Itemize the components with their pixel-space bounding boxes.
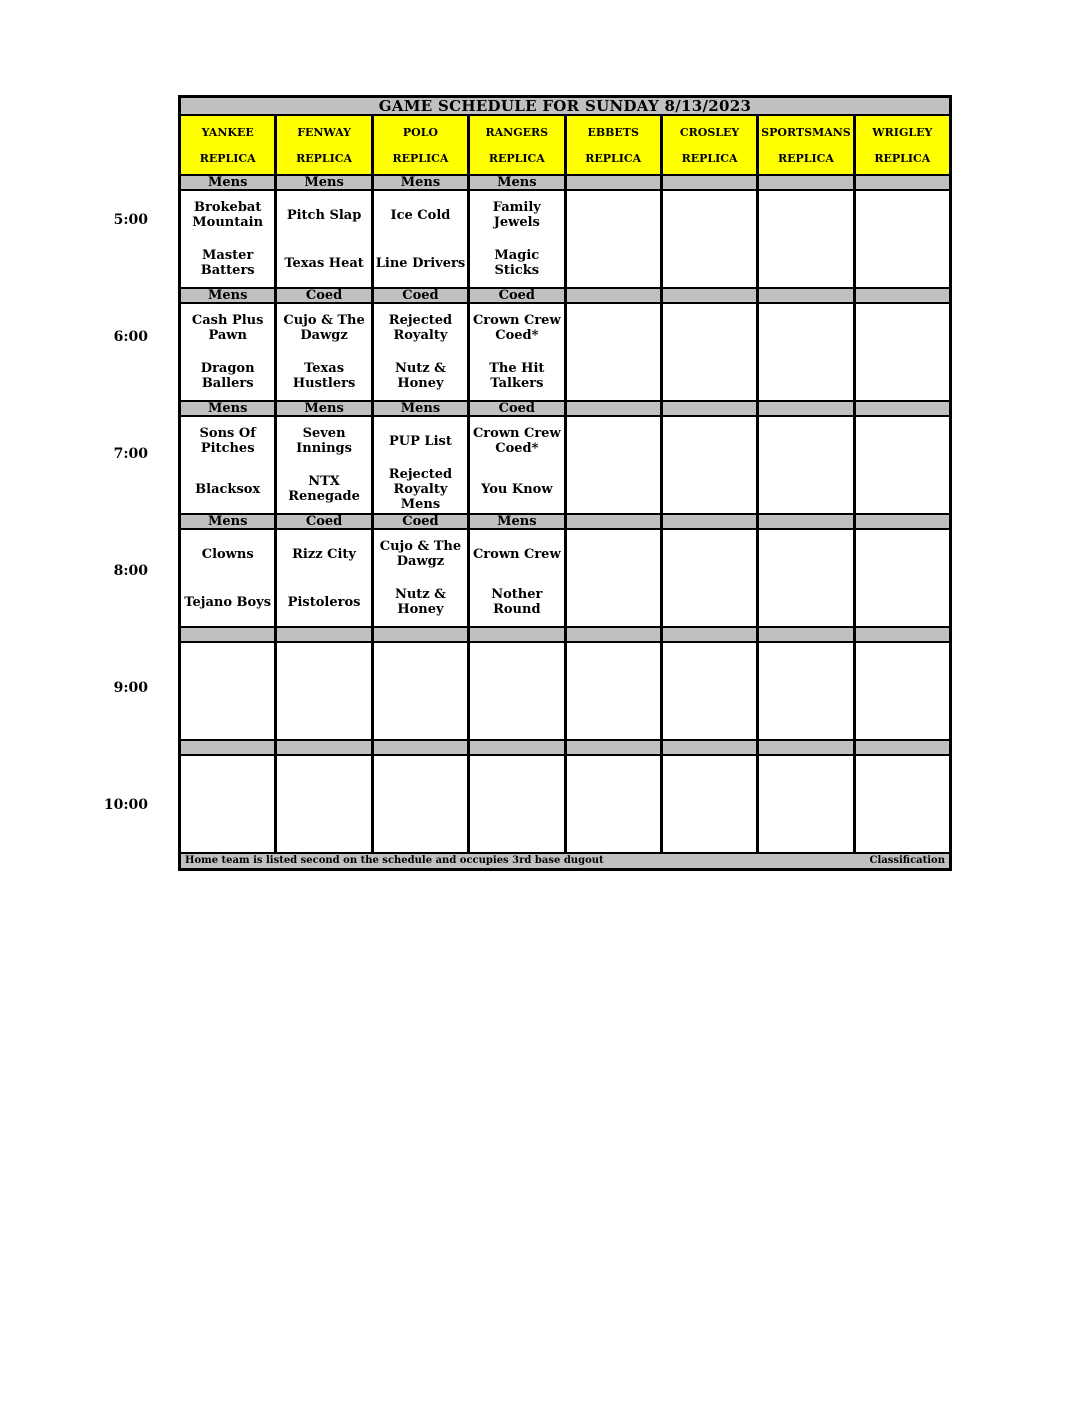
away-team-name [181,756,274,804]
game-cell [469,529,565,627]
classification-cell: Mens [180,288,276,303]
game-cell [372,529,468,627]
away-team-name [759,756,852,804]
field-header-polo [372,115,468,175]
home-team-name: Nutz & Honey [394,361,446,391]
home-team-name [567,578,660,626]
game-cell [854,416,950,514]
field-subname: REPLICA [199,151,256,165]
classification-cell [758,627,854,642]
home-team-name [277,691,370,739]
away-team-name: Rejected Royalty [388,313,453,343]
game-cell [180,190,276,288]
game-cell [854,529,950,627]
away-team-name [277,756,370,804]
game-cell [276,529,372,627]
footer-note: Home team is listed second on the schedule and occupies 3rd base dugout [185,855,604,866]
game-cell [565,755,661,853]
classification-cell [758,175,854,190]
away-team-name [856,530,949,578]
field-name: EBBETS [587,125,639,139]
classification-cell [661,401,757,416]
home-team-name: Rejected Royalty Mens [388,466,453,512]
away-team-name [759,304,852,352]
home-team-name: Pistoleros [287,594,361,610]
home-team-name: Line Drivers [375,255,466,271]
home-team-name [374,691,467,739]
home-team-name [759,239,852,287]
home-team-name: Texas Heat [284,255,364,271]
game-cell [180,416,276,514]
field-subname: REPLICA [392,151,449,165]
home-team-name [567,804,660,852]
away-team-name [470,643,563,691]
home-team-name [663,352,756,400]
away-team-name [663,191,756,239]
away-team-name [567,304,660,352]
classification-cell [565,175,661,190]
classification-cell: Coed [276,514,372,529]
away-team-name [567,191,660,239]
game-cell [565,303,661,401]
away-team-name [759,191,852,239]
away-team-name: Seven Innings [296,426,352,456]
game-cell [758,190,854,288]
game-cell [276,303,372,401]
away-team-name: PUP List [389,433,452,449]
classification-cell [661,740,757,755]
field-name: FENWAY [297,125,351,139]
classification-cell: Coed [469,288,565,303]
field-subname: REPLICA [585,151,642,165]
time-label-5: 5:00 [113,212,148,228]
game-cell [276,755,372,853]
game-cell [565,416,661,514]
game-cell [372,190,468,288]
classification-cell: Mens [180,175,276,190]
away-team-name [567,643,660,691]
away-team-name: Crown Crew [472,546,561,562]
classification-cell [758,740,854,755]
game-cell [469,303,565,401]
home-team-name [663,578,756,626]
away-team-name [374,643,467,691]
classification-cell [854,175,950,190]
game-cell [854,303,950,401]
home-team-name [567,352,660,400]
home-team-name: NTX Renegade [288,474,360,504]
away-team-name [663,417,756,465]
game-cell [180,303,276,401]
time-label-8: 8:00 [113,563,148,579]
time-label-10: 10:00 [103,797,148,813]
classification-cell [565,288,661,303]
classification-cell [180,740,276,755]
classification-cell: Mens [469,175,565,190]
away-team-name: Crown Crew Coed* [472,313,561,343]
field-name: POLO [402,125,439,139]
time-label-7: 7:00 [113,446,148,462]
game-cell [854,755,950,853]
away-team-name [374,756,467,804]
field-header-rangers [469,115,565,175]
game-cell [565,190,661,288]
game-cell [372,755,468,853]
away-team-name: Rizz City [292,546,356,562]
home-team-name [856,465,949,513]
home-team-name [759,804,852,852]
game-cell [469,755,565,853]
home-team-name [181,691,274,739]
game-cell [854,190,950,288]
home-team-name [277,804,370,852]
classification-cell [372,627,468,642]
home-team-name [759,691,852,739]
field-name: RANGERS [485,125,549,139]
field-name: WRIGLEY [872,125,933,139]
game-schedule-table [178,95,952,871]
classification-cell [854,627,950,642]
game-cell [180,529,276,627]
game-cell [565,642,661,740]
away-team-name: Crown Crew Coed* [472,426,561,456]
home-team-name [374,804,467,852]
away-team-name [277,643,370,691]
classification-cell [854,288,950,303]
game-cell [276,190,372,288]
classification-cell: Coed [372,514,468,529]
home-team-name: Master Batters [200,248,255,278]
home-team-name [856,352,949,400]
home-team-name [470,804,563,852]
field-subname: REPLICA [681,151,738,165]
away-team-name [663,756,756,804]
classification-cell [854,401,950,416]
classification-cell [276,627,372,642]
field-header-wrigley [854,115,950,175]
classification-cell [469,627,565,642]
home-team-name [856,239,949,287]
classification-cell [565,740,661,755]
field-header-sportsmans [758,115,854,175]
home-team-name: Magic Sticks [494,248,540,278]
field-header-yankee [180,115,276,175]
time-label-9: 9:00 [113,680,148,696]
game-cell [661,529,757,627]
home-team-name [567,691,660,739]
game-cell [372,303,468,401]
classification-cell: Mens [276,175,372,190]
game-cell [854,642,950,740]
field-subname: REPLICA [874,151,931,165]
classification-cell [661,175,757,190]
game-cell [565,529,661,627]
classification-cell: Mens [180,401,276,416]
away-team-name: Cujo & The Dawgz [379,539,462,569]
away-team-name: Family Jewels [492,200,541,230]
home-team-name: The Hit Talkers [489,361,545,391]
away-team-name [856,756,949,804]
away-team-name [567,756,660,804]
game-cell [372,642,468,740]
home-team-name: Blacksox [195,481,261,497]
classification-footer-label: Classification [869,855,945,866]
footer-bar [180,853,951,870]
classification-cell: Mens [276,401,372,416]
game-cell [661,755,757,853]
home-team-name: Texas Hustlers [292,361,356,391]
home-team-name [663,465,756,513]
away-team-name [567,530,660,578]
classification-cell [758,514,854,529]
game-cell [661,642,757,740]
home-team-name: Nutz & Honey [394,587,446,617]
home-team-name [567,239,660,287]
classification-cell [661,627,757,642]
away-team-name [181,643,274,691]
field-header-ebbets [565,115,661,175]
classification-cell [661,514,757,529]
game-cell [372,416,468,514]
away-team-name: Sons Of Pitches [199,426,256,456]
game-cell [180,755,276,853]
away-team-name [663,530,756,578]
field-name: CROSLEY [679,125,740,139]
schedule-title: GAME SCHEDULE FOR SUNDAY 8/13/2023 [180,97,951,116]
game-cell [758,755,854,853]
game-cell [661,416,757,514]
field-name: SPORTSMANS [761,125,851,139]
classification-cell: Coed [372,288,468,303]
classification-cell [854,514,950,529]
home-team-name: Dragon Ballers [200,361,255,391]
game-cell [758,416,854,514]
classification-cell: Coed [276,288,372,303]
classification-cell [372,740,468,755]
field-subname: REPLICA [488,151,545,165]
game-cell [661,190,757,288]
classification-cell [661,288,757,303]
field-header-crosley [661,115,757,175]
game-cell [758,642,854,740]
away-team-name: Pitch Slap [286,207,362,223]
game-cell [469,642,565,740]
away-team-name [856,191,949,239]
game-cell [180,642,276,740]
away-team-name: Clowns [201,546,254,562]
home-team-name [856,691,949,739]
classification-cell [180,627,276,642]
home-team-name [181,804,274,852]
home-team-name: Tejano Boys [184,594,272,610]
away-team-name: Cash Plus Pawn [191,313,264,343]
home-team-name [470,691,563,739]
home-team-name [567,465,660,513]
home-team-name [663,239,756,287]
away-team-name [856,417,949,465]
game-cell [758,303,854,401]
classification-cell [854,740,950,755]
home-team-name [663,691,756,739]
game-cell [469,190,565,288]
classification-cell [565,401,661,416]
away-team-name [759,530,852,578]
classification-cell: Mens [372,175,468,190]
home-team-name: Nother Round [491,587,543,617]
away-team-name [856,643,949,691]
classification-cell [565,627,661,642]
away-team-name: Ice Cold [390,207,451,223]
game-cell [758,529,854,627]
home-team-name [759,352,852,400]
away-team-name: Brokebat Mountain [192,200,264,230]
away-team-name [663,643,756,691]
classification-cell [469,740,565,755]
classification-cell: Coed [469,401,565,416]
time-label-6: 6:00 [113,329,148,345]
home-team-name [759,465,852,513]
game-cell [276,642,372,740]
classification-cell: Mens [180,514,276,529]
field-subname: REPLICA [777,151,834,165]
home-team-name [663,804,756,852]
classification-cell [565,514,661,529]
away-team-name [759,417,852,465]
classification-cell [276,740,372,755]
away-team-name [856,304,949,352]
game-cell [276,416,372,514]
away-team-name [470,756,563,804]
home-team-name [856,804,949,852]
away-team-name [663,304,756,352]
home-team-name [759,578,852,626]
classification-cell [758,288,854,303]
away-team-name: Cujo & The Dawgz [283,313,365,343]
away-team-name [759,643,852,691]
classification-cell: Mens [372,401,468,416]
field-name: YANKEE [201,125,254,139]
field-subname: REPLICA [296,151,353,165]
classification-cell: Mens [469,514,565,529]
away-team-name [567,417,660,465]
game-cell [469,416,565,514]
field-header-fenway [276,115,372,175]
classification-cell [758,401,854,416]
home-team-name [856,578,949,626]
game-cell [661,303,757,401]
home-team-name: You Know [481,481,553,497]
